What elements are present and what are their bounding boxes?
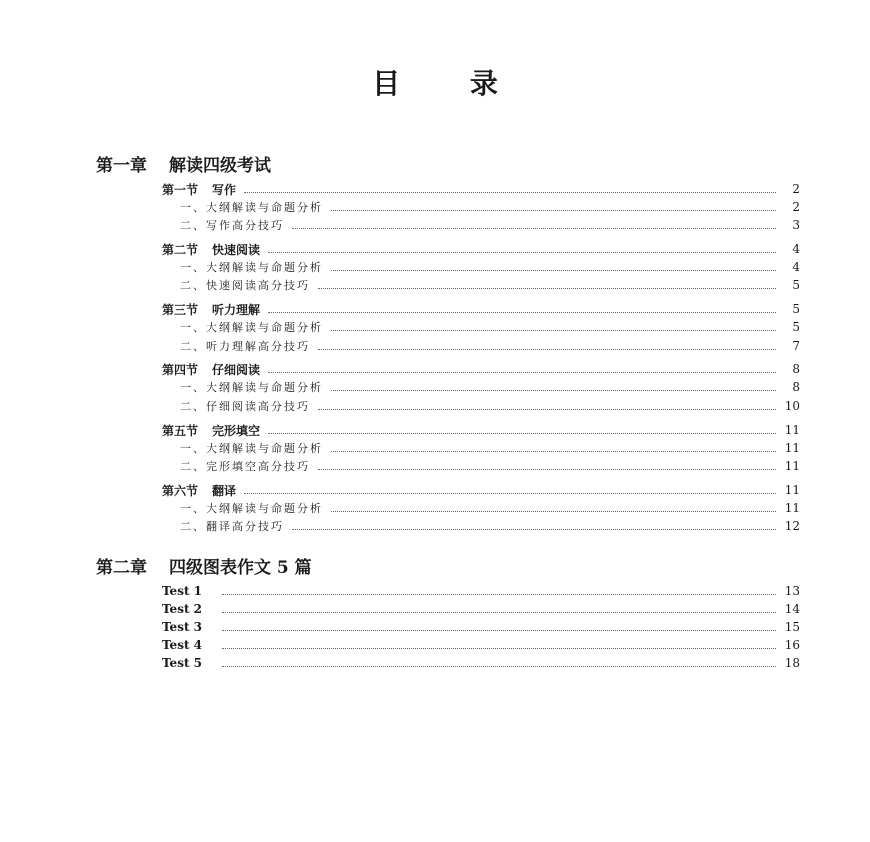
test-title: Test 3: [162, 620, 203, 634]
subsection-title: 二、快速阅读高分技巧: [180, 279, 310, 292]
section-label: 第五节: [162, 423, 199, 438]
toc-subsection-row[interactable]: [0, 216, 800, 234]
test-title: Test 4: [162, 638, 203, 652]
chapter-heading: [96, 151, 271, 176]
dot-leader: [318, 288, 776, 289]
page-number: 8: [792, 380, 800, 394]
chapter-heading: [96, 553, 312, 578]
section-title: 写作: [212, 182, 237, 197]
test-title: Test 5: [162, 656, 203, 670]
subsection-title: 二、听力理解高分技巧: [180, 340, 310, 353]
test-title: Test 1: [162, 584, 203, 598]
section-title: 翻译: [212, 483, 237, 498]
chapter-label: 第二章: [96, 558, 147, 578]
page-number: 5: [792, 320, 800, 334]
page-number: 11: [784, 423, 800, 437]
page-number: 12: [784, 519, 800, 533]
section-label: 第四节: [162, 362, 199, 377]
page-number: 5: [792, 302, 800, 316]
dot-leader: [318, 469, 776, 470]
page-number: 4: [792, 242, 800, 256]
toc-section-row[interactable]: [0, 481, 800, 499]
page-number: 7: [792, 339, 800, 353]
page-number: 11: [784, 483, 800, 497]
section-title: 听力理解: [212, 302, 261, 317]
subsection-title: 二、写作高分技巧: [180, 219, 284, 232]
subsection-title: 一、大纲解读与命题分析: [180, 321, 323, 334]
toc-subsection-row[interactable]: [0, 378, 800, 396]
subsection-title: 一、大纲解读与命题分析: [180, 201, 323, 214]
dot-leader: [244, 493, 776, 494]
toc-test-row[interactable]: [0, 600, 800, 618]
dot-leader: [244, 192, 776, 193]
dot-leader: [268, 252, 776, 253]
section-title: 快速阅读: [212, 242, 261, 257]
page-number: 10: [784, 399, 800, 413]
dot-leader: [222, 666, 776, 667]
subsection-title: 一、大纲解读与命题分析: [180, 261, 323, 274]
toc-subsection-row[interactable]: [0, 457, 800, 475]
page-title: 目 录: [372, 67, 528, 100]
dot-leader: [268, 433, 776, 434]
section-label: 第二节: [162, 242, 199, 257]
page-number: 5: [792, 278, 800, 292]
toc-subsection-row[interactable]: [0, 397, 800, 415]
dot-leader: [268, 372, 776, 373]
dot-leader: [318, 349, 776, 350]
toc-test-row[interactable]: [0, 654, 800, 672]
toc-subsection-row[interactable]: [0, 198, 800, 216]
dot-leader: [331, 511, 776, 512]
toc-subsection-row[interactable]: [0, 499, 800, 517]
dot-leader: [222, 648, 776, 649]
section-label: 第三节: [162, 302, 199, 317]
page-number: 18: [784, 656, 800, 670]
page-number: 13: [784, 584, 800, 598]
toc-test-row[interactable]: [0, 618, 800, 636]
toc-subsection-row[interactable]: [0, 439, 800, 457]
toc-subsection-row[interactable]: [0, 258, 800, 276]
toc-section-row[interactable]: [0, 300, 800, 318]
page-number: 2: [792, 200, 800, 214]
toc-test-row[interactable]: [0, 636, 800, 654]
page-number: 15: [784, 620, 800, 634]
dot-leader: [222, 612, 776, 613]
toc-section-row[interactable]: [0, 421, 800, 439]
dot-leader: [331, 270, 776, 271]
section-label: 第一节: [162, 182, 199, 197]
toc-section-row[interactable]: [0, 240, 800, 258]
chapter-title: 四级图表作文 5 篇: [169, 558, 312, 578]
subsection-title: 二、仔细阅读高分技巧: [180, 400, 310, 413]
dot-leader: [292, 228, 776, 229]
toc-test-row[interactable]: [0, 582, 800, 600]
dot-leader: [292, 529, 776, 530]
toc-subsection-row[interactable]: [0, 337, 800, 355]
chapter-label: 第一章: [96, 156, 147, 176]
toc-subsection-row[interactable]: [0, 318, 800, 336]
page-number: 2: [792, 182, 800, 196]
toc-subsection-row[interactable]: [0, 276, 800, 294]
subsection-title: 一、大纲解读与命题分析: [180, 381, 323, 394]
page-number: 3: [792, 218, 800, 232]
section-title: 完形填空: [212, 423, 261, 438]
dot-leader: [331, 451, 776, 452]
dot-leader: [222, 630, 776, 631]
dot-leader: [222, 594, 776, 595]
page-number: 16: [784, 638, 800, 652]
dot-leader: [268, 312, 776, 313]
page-number: 11: [784, 441, 800, 455]
chapter-title: 解读四级考试: [169, 156, 271, 176]
dot-leader: [318, 409, 776, 410]
subsection-title: 二、翻译高分技巧: [180, 520, 284, 533]
page-number: 11: [784, 459, 800, 473]
page-number: 11: [784, 501, 800, 515]
section-label: 第六节: [162, 483, 199, 498]
page-number: 4: [792, 260, 800, 274]
page-number: 8: [792, 362, 800, 376]
subsection-title: 一、大纲解读与命题分析: [180, 502, 323, 515]
page-number: 14: [784, 602, 800, 616]
subsection-title: 一、大纲解读与命题分析: [180, 442, 323, 455]
toc-section-row[interactable]: [0, 360, 800, 378]
section-title: 仔细阅读: [212, 362, 261, 377]
dot-leader: [331, 390, 776, 391]
toc-section-row[interactable]: [0, 180, 800, 198]
dot-leader: [331, 210, 776, 211]
toc-subsection-row[interactable]: [0, 517, 800, 535]
dot-leader: [331, 330, 776, 331]
subsection-title: 二、完形填空高分技巧: [180, 460, 310, 473]
test-title: Test 2: [162, 602, 203, 616]
